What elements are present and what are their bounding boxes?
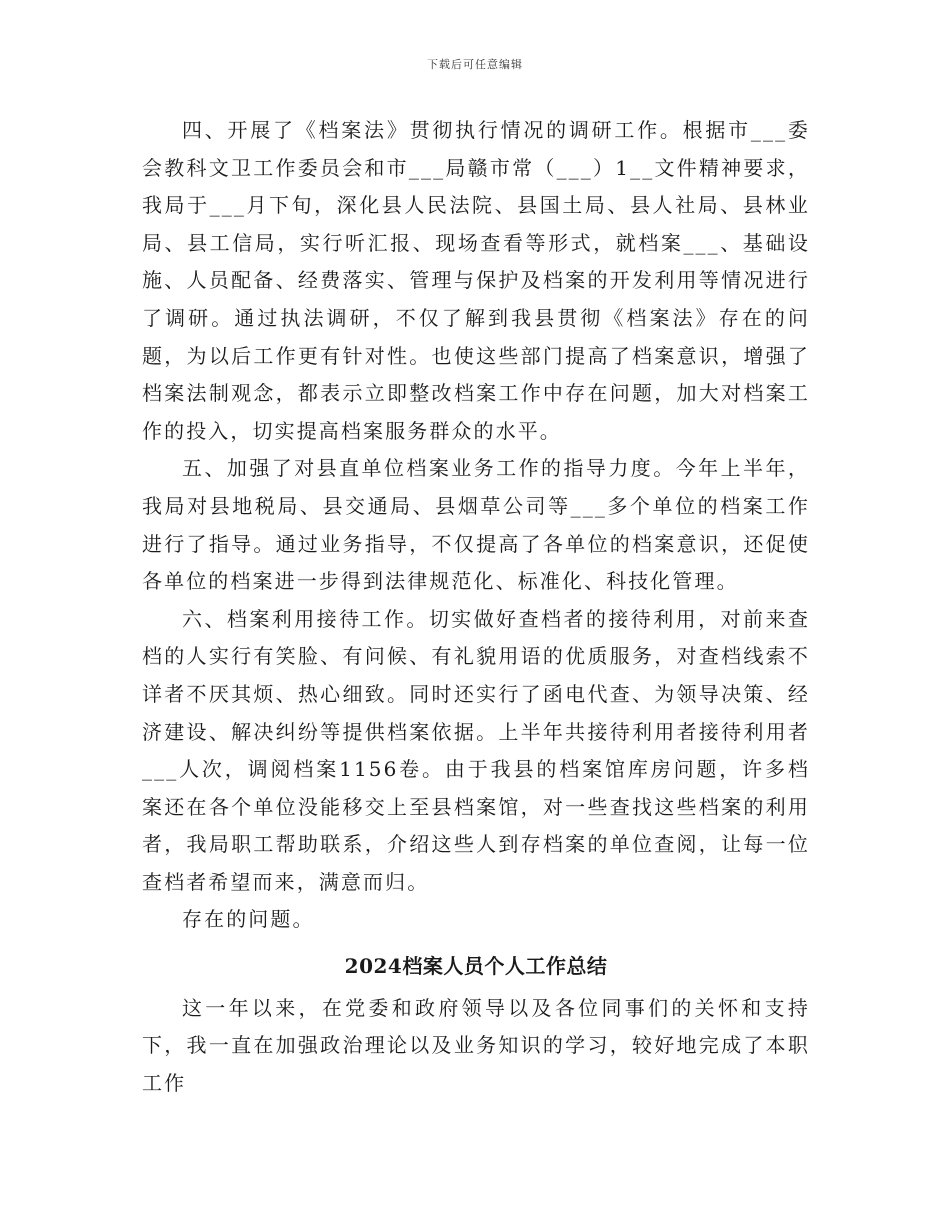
paragraph-archive-reception: 六、档案利用接待工作。切实做好查档者的接待利用，对前来查档的人实行有笑脸、有问候、有礼貌用语的优质服务，对查档线索不详者不厌其烦、热心细致。同时还实行了函电代查、为领导决策、经济建设、解决纠纷等提供档案依据。上半年共接待利用者接待利用者___人次，调阅档案1156卷。由于我县的档案馆库房问题，许多档案还在各个单位没能移交上至县档案馆，对一些查找这些档案的利用者，我局职工帮助联系，介绍这些人到存档案的单位查阅，让每一位查档者希望而来，满意而归。	[142, 606, 810, 894]
paragraph-archives-law-research: 四、开展了《档案法》贯彻执行情况的调研工作。根据市___委会教科文卫工作委员会和市___局赣市常（___）1__文件精神要求，我局于___月下旬，深化县人民法院、县国土局、县人社局、县林业局、县工信局，实行听汇报、现场查看等形式，就档案___、基础设施、人员配备、经费落实、管理与保护及档案的开发利用等情况进行了调研。通过执法调研，不仅了解到我县贯彻《档案法》存在的问题，为以后工作更有针对性。也使这些部门提高了档案意识，增强了档案法制观念，都表示立即整改档案工作中存在问题，加大对档案工作的投入，切实提高档案服务群众的水平。	[142, 118, 810, 443]
section-title: 2024档案人员个人工作总结	[344, 954, 608, 979]
paragraph-business-guidance: 五、加强了对县直单位档案业务工作的指导力度。今年上半年，我局对县地税局、县交通局、县烟草公司等___多个单位的档案工作进行了指导。通过业务指导，不仅提高了各单位的档案意识，还促使各单位的档案进一步得到法律规范化、标准化、科技化管理。	[142, 456, 810, 594]
paragraph-existing-problems: 存在的问题。	[182, 907, 315, 932]
header-note: 下载后可任意编辑	[427, 58, 523, 71]
document-body	[142, 112, 810, 1102]
paragraph-summary-intro: 这一年以来，在党委和政府领导以及各位同事们的关怀和支持下，我一直在加强政治理论以及业务知识的学习，较好地完成了本职工作	[142, 995, 810, 1095]
